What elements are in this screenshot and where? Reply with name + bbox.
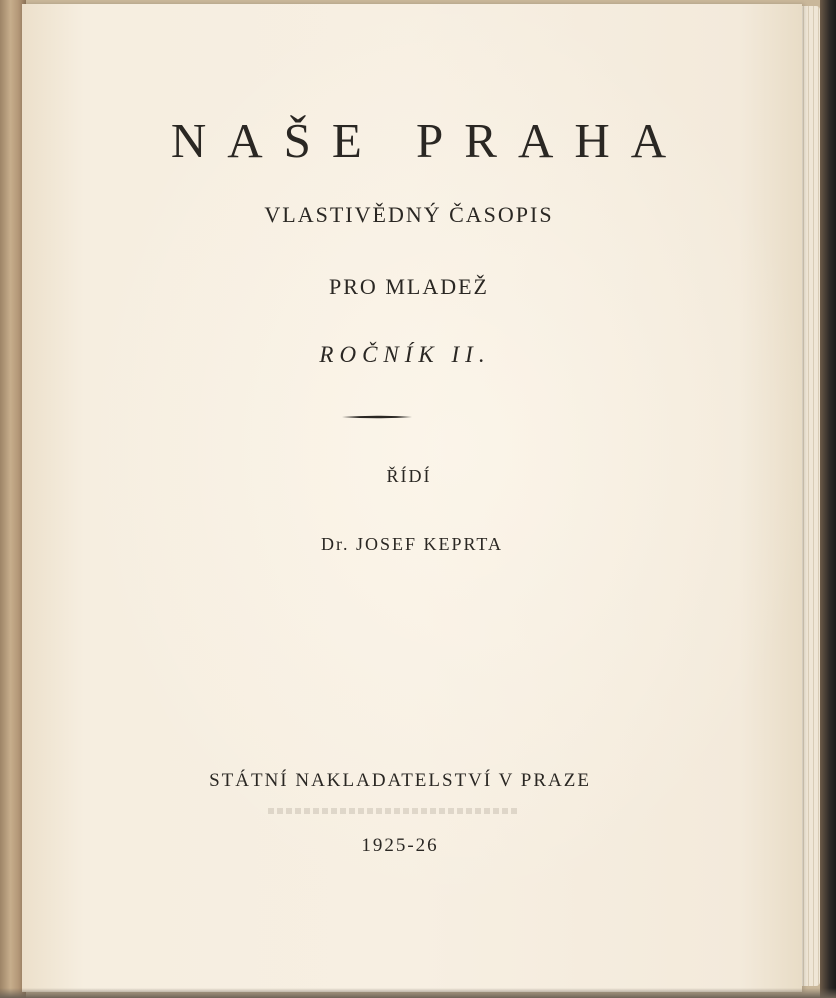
publisher-name: STÁTNÍ NAKLADATELSTVÍ V PRAZE: [209, 770, 591, 791]
book-subtitle: VLASTIVĚDNÝ ČASOPIS: [264, 202, 554, 227]
ornamental-rule: [342, 415, 412, 419]
bottom-shadow: [0, 988, 836, 998]
book-title: NAŠE PRAHA: [170, 113, 688, 168]
bleed-through-mark: [268, 808, 518, 814]
editor-name: Dr. JOSEF KEPRTA: [320, 534, 503, 554]
volume-number: ROČNÍK II.: [319, 342, 491, 367]
publication-years: 1925-26: [361, 835, 439, 856]
editor-label: ŘÍDÍ: [386, 466, 432, 486]
title-page: [22, 4, 802, 992]
cover-edge: [820, 0, 836, 998]
book-audience: PRO MLADEŽ: [329, 274, 489, 299]
